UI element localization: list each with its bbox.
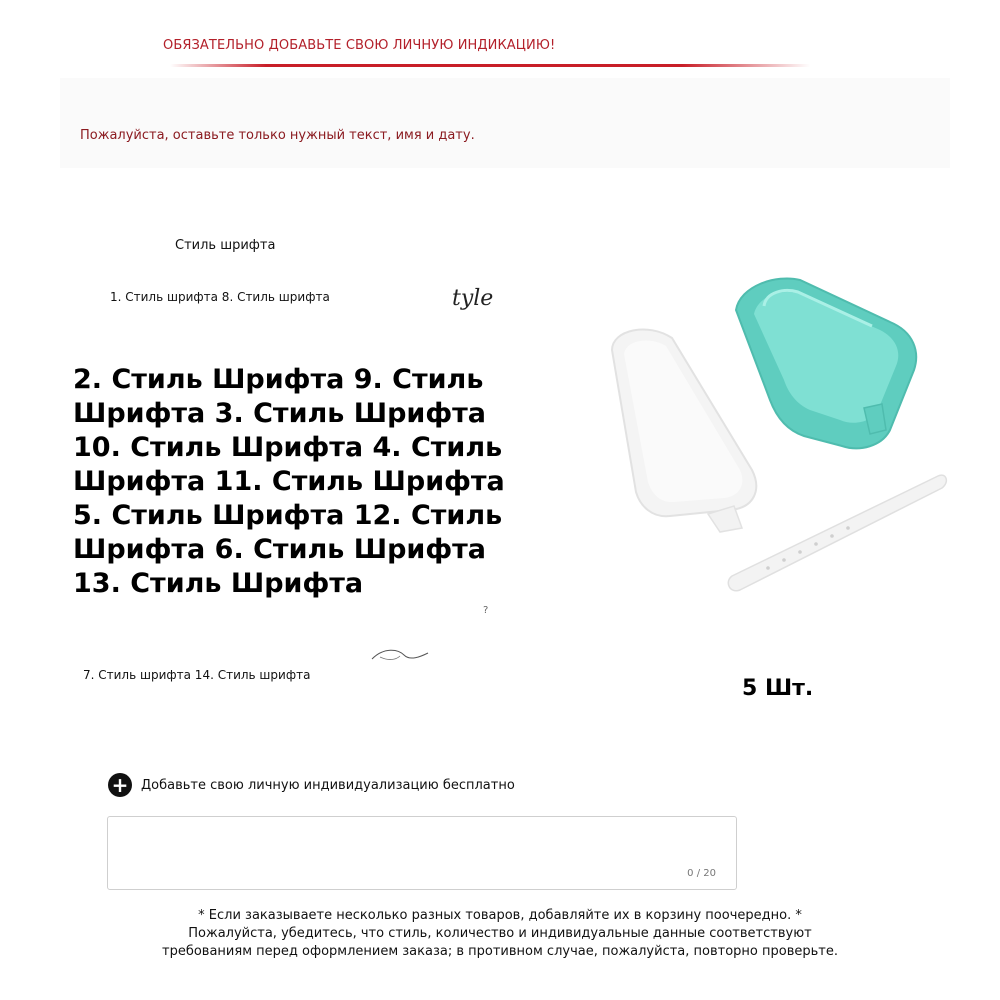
notice-line-3: требованиям перед оформлением заказа; в противном случае, пожалуйста, повторно проверьте. bbox=[162, 944, 838, 959]
plus-icon[interactable]: + bbox=[108, 773, 132, 797]
faint-mark: ? bbox=[483, 605, 489, 616]
instruction-text: Пожалуйста, оставьте только нужный текст, имя и дату. bbox=[80, 128, 475, 143]
mold-lid bbox=[612, 329, 756, 532]
font-style-line-1: 1. Стиль шрифта 8. Стиль шрифта bbox=[110, 290, 330, 304]
add-personalization-row[interactable] bbox=[108, 773, 515, 797]
font-style-line-2: 7. Стиль шрифта 14. Стиль шрифта bbox=[83, 668, 311, 682]
font-style-list: 2. Стиль Шрифта 9. Стиль Шрифта 3. Стиль Шрифта 10. Стиль Шрифта 4. Стиль Шрифта 11. Стиль Шрифта 5. Стиль Шрифта 12. Стиль Шрифта 6. Стиль Шрифта 13. Стиль Шрифта bbox=[73, 364, 505, 599]
order-notice bbox=[80, 907, 920, 961]
add-personalization-label[interactable]: Добавьте свою личную индивидуализацию бесплатно bbox=[141, 777, 515, 793]
header-background-band bbox=[60, 78, 950, 168]
notice-line-2: Пожалуйста, убедитесь, что стиль, количество и индивидуальные данные соответствуют bbox=[188, 926, 812, 941]
font-script-sample: tyle bbox=[452, 286, 494, 311]
page-title: ОБЯЗАТЕЛЬНО ДОБАВЬТЕ СВОЮ ЛИЧНУЮ ИНДИКАЦИЮ! bbox=[163, 38, 556, 53]
font-style-heading: Стиль шрифта bbox=[175, 238, 276, 253]
title-underline bbox=[170, 64, 810, 67]
character-counter: 0 / 20 bbox=[687, 868, 716, 879]
notice-line-1: * Если заказываете несколько разных товаров, добавляйте их в корзину поочередно. * bbox=[198, 908, 802, 923]
quantity-label: 5 Шт. bbox=[742, 676, 814, 701]
personalization-text-input[interactable] bbox=[107, 816, 737, 890]
flourish-ornament bbox=[370, 645, 430, 665]
mold-stick bbox=[728, 475, 946, 591]
mold-body bbox=[736, 278, 916, 448]
product-image bbox=[590, 270, 960, 610]
